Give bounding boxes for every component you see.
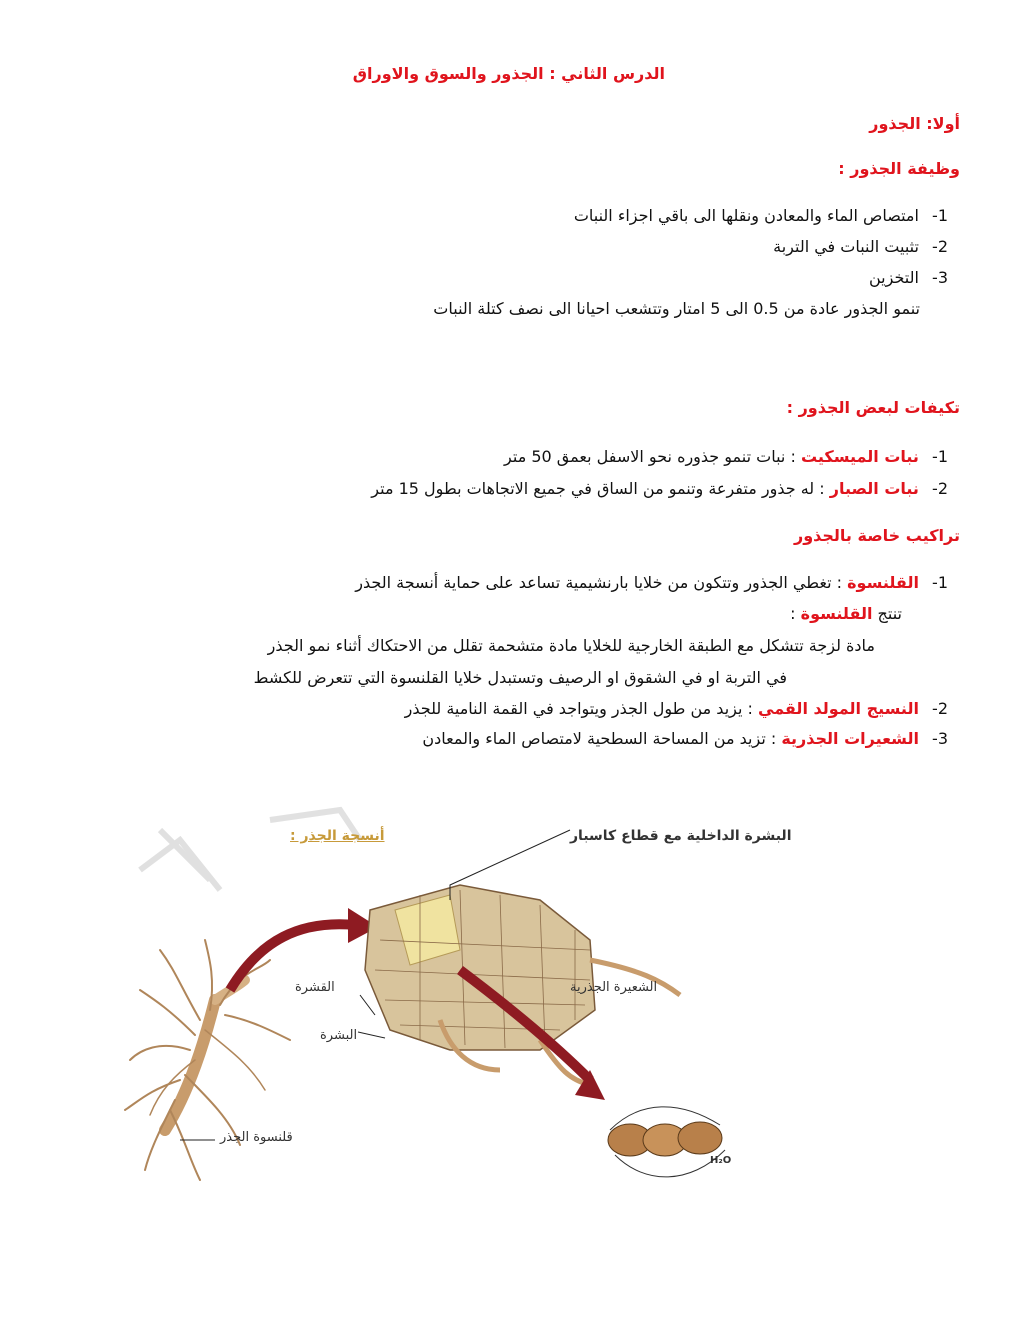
growth-note: تنمو الجذور عادة من 0.5 الى 5 امتار وتتشعب احيانا الى نصف كتلة النبات	[433, 299, 920, 318]
list-text: : نبات تنمو جذوره نحو الاسفل بعمق 50 متر	[504, 447, 801, 466]
term-root-cap: القلنسوة	[847, 573, 919, 592]
structure-item-1	[355, 573, 948, 592]
function-item-3	[869, 268, 948, 287]
adaptation-item-1	[504, 447, 948, 466]
term-mesquite: نبات الميسكيت	[800, 447, 919, 466]
figure-heading: أنسجة الجذر :	[290, 828, 385, 844]
root-tissue-figure	[120, 800, 840, 1220]
label-root-hair: الشعيرة الجذرية	[570, 980, 658, 995]
label-h2o: H₂O	[710, 1155, 732, 1166]
structure-item-3	[422, 729, 948, 748]
list-number: 3-	[932, 729, 948, 748]
list-number: 3-	[932, 268, 948, 287]
mucus-line-2: في التربة او في الشقوق او الرصيف وتستبدل خلايا القلنسوة التي تتعرض للكشط	[253, 668, 787, 687]
figure-caption: البشرة الداخلية مع قطاع كاسبار	[570, 828, 792, 844]
list-text: تثبيت النبات في التربة	[773, 237, 919, 256]
list-text: : تزيد من المساحة السطحية لامتصاص الماء والمعادن	[422, 729, 782, 748]
list-number: 1-	[932, 206, 948, 225]
list-number: 1-	[932, 573, 948, 592]
root-tissue-illustration	[120, 800, 840, 1220]
adaptations-heading: تكيفات لبعض الجذور :	[786, 398, 960, 417]
mucus-line-1: مادة لزجة تتشكل مع الطبقة الخارجية للخلايا مادة متشحمة تقلل من الاحتكاك أثناء نمو الجذر	[267, 636, 875, 655]
list-number: 2-	[932, 699, 948, 718]
term-root-cap: القلنسوة	[800, 604, 873, 623]
term-root-hairs: الشعيرات الجذرية	[781, 729, 919, 748]
term-apical-meristem: النسيج المولد القمي	[758, 699, 919, 718]
root-cap-produces	[790, 604, 902, 623]
list-number: 2-	[932, 479, 948, 498]
section-first-heading: أولا: الجذور	[869, 114, 960, 133]
structure-item-2	[405, 699, 948, 718]
list-text: : تغطي الجذور وتتكون من خلايا بارنشيمية تساعد على حماية أنسجة الجذر	[355, 573, 848, 592]
label-epidermis: البشرة	[320, 1028, 358, 1043]
adaptation-item-2	[371, 479, 948, 498]
label-cortex: القشرة	[295, 980, 335, 995]
lesson-title: الدرس الثاني : الجذور والسوق والاوراق	[352, 64, 665, 83]
produces-prefix: تنتج	[872, 604, 902, 623]
list-text: : له جذور متفرعة وتنمو من الساق في جميع الاتجاهات بطول 15 متر	[371, 479, 830, 498]
structures-heading: تراكيب خاصة بالجذور	[793, 526, 960, 545]
list-text: التخزين	[869, 268, 919, 287]
label-root-cap: قلنسوة الجذر	[220, 1130, 293, 1145]
list-number: 2-	[932, 237, 948, 256]
list-text: امتصاص الماء والمعادن ونقلها الى باقي اجزاء النبات	[573, 206, 919, 225]
list-text: : يزيد من طول الجذر ويتواجد في القمة النامية للجذر	[404, 699, 758, 718]
watermark-arrows	[140, 810, 360, 890]
produces-suffix: :	[790, 604, 801, 623]
function-item-1	[574, 206, 948, 225]
list-number: 1-	[932, 447, 948, 466]
magnified-cells	[608, 1107, 725, 1177]
function-heading: وظيفة الجذور :	[838, 159, 960, 178]
term-cactus: نبات الصبار	[829, 479, 919, 498]
function-item-2	[773, 237, 948, 256]
